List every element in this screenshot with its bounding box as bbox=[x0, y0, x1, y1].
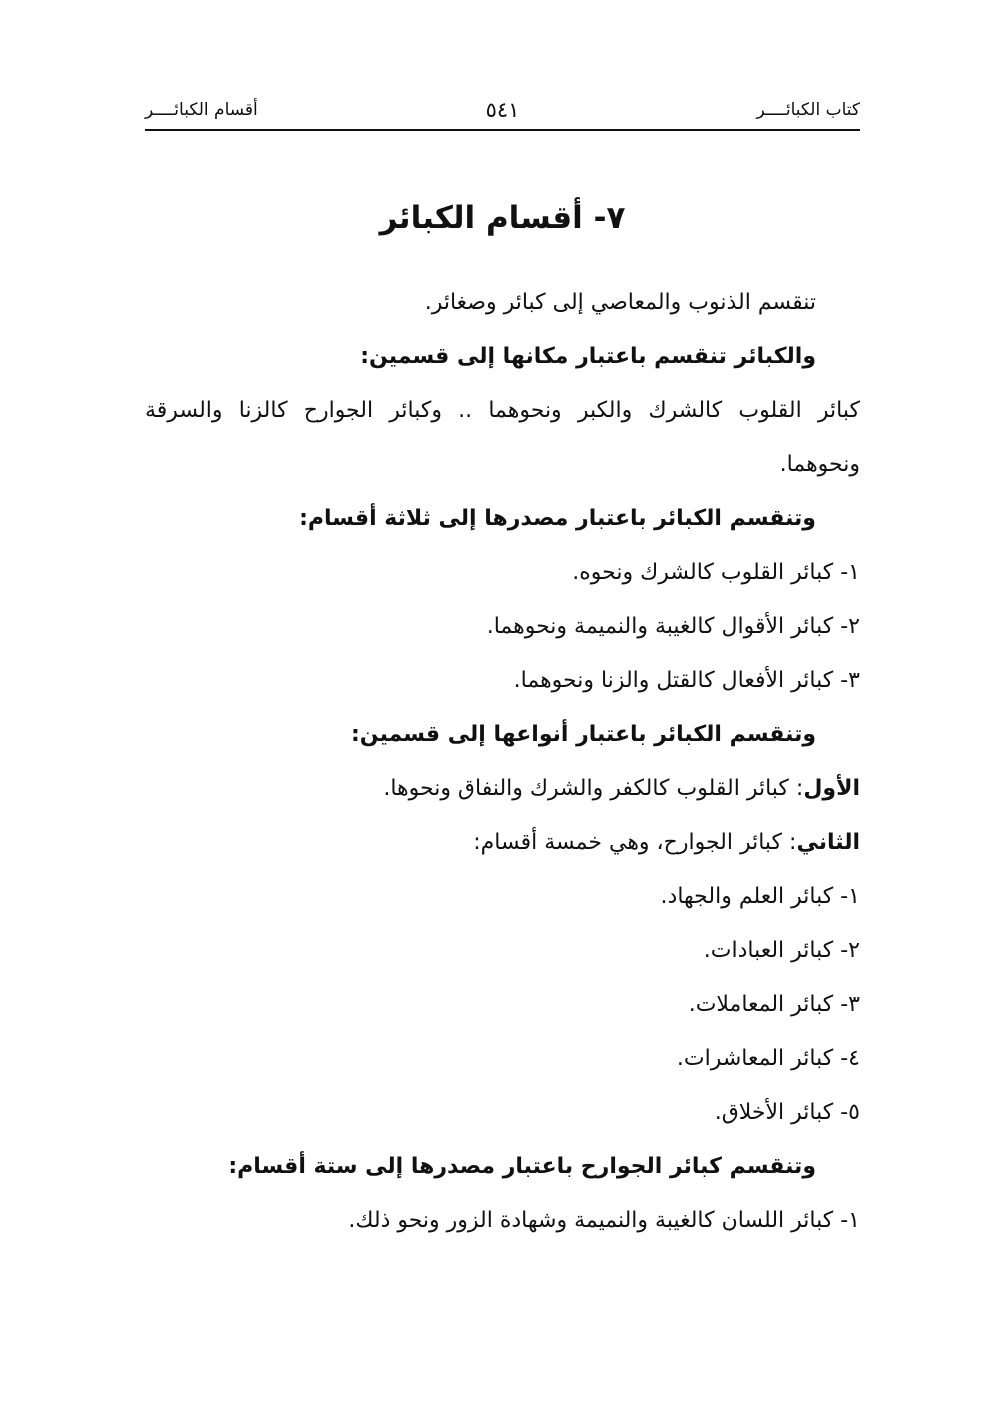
type-first-label: الأول bbox=[803, 776, 860, 801]
list-item: ١- كبائر القلوب كالشرك ونحوه. bbox=[572, 560, 860, 585]
body-text bbox=[145, 276, 860, 1248]
paragraph-intro: تنقسم الذنوب والمعاصي إلى كبائر وصغائر. bbox=[424, 290, 816, 315]
type-first-text: : كبائر القلوب كالكفر والشرك والنفاق ونحوها. bbox=[383, 776, 804, 801]
list-item: ٣- كبائر المعاملات. bbox=[688, 992, 860, 1017]
paragraph-place-line-2: ونحوهما. bbox=[779, 452, 860, 477]
page-number: ٥٤١ bbox=[485, 98, 520, 122]
heading-by-type: وتنقسم الكبائر باعتبار أنواعها إلى قسمين: bbox=[350, 722, 816, 747]
list-item: ٥- كبائر الأخلاق. bbox=[714, 1100, 860, 1125]
list-item: ٢- كبائر الأقوال كالغيبة والنميمة ونحوهما. bbox=[486, 614, 860, 639]
header-rule bbox=[145, 129, 860, 131]
type-first-line bbox=[145, 762, 860, 816]
chapter-title: ٧- أقسام الكبائر bbox=[379, 200, 626, 236]
type-second-text: : كبائر الجوارح، وهي خمسة أقسام: bbox=[473, 830, 797, 855]
book-title: كتاب الكبائــــر bbox=[756, 100, 860, 120]
heading-by-source: وتنقسم الكبائر باعتبار مصدرها إلى ثلاثة أقسام: bbox=[299, 506, 816, 531]
list-item: ٣- كبائر الأفعال كالقتل والزنا ونحوهما. bbox=[513, 668, 860, 693]
list-item: ١- كبائر اللسان كالغيبة والنميمة وشهادة الزور ونحو ذلك. bbox=[348, 1208, 860, 1233]
type-second-line bbox=[145, 816, 860, 870]
running-header bbox=[145, 98, 860, 128]
list-item: ٢- كبائر العبادات. bbox=[703, 938, 860, 963]
list-item: ٤- كبائر المعاشرات. bbox=[676, 1046, 860, 1071]
list-item: ١- كبائر العلم والجهاد. bbox=[660, 884, 860, 909]
heading-by-place: والكبائر تنقسم باعتبار مكانها إلى قسمين: bbox=[360, 344, 816, 369]
section-title: أقسام الكبائــــر bbox=[145, 100, 258, 120]
paragraph-place-line-1: كبائر القلوب كالشرك والكبر ونحوهما .. وكبائر الجوارح كالزنا والسرقة bbox=[145, 398, 860, 423]
type-second-label: الثاني bbox=[796, 830, 860, 855]
heading-limbs-by-source: وتنقسم كبائر الجوارح باعتبار مصدرها إلى ستة أقسام: bbox=[228, 1154, 816, 1179]
